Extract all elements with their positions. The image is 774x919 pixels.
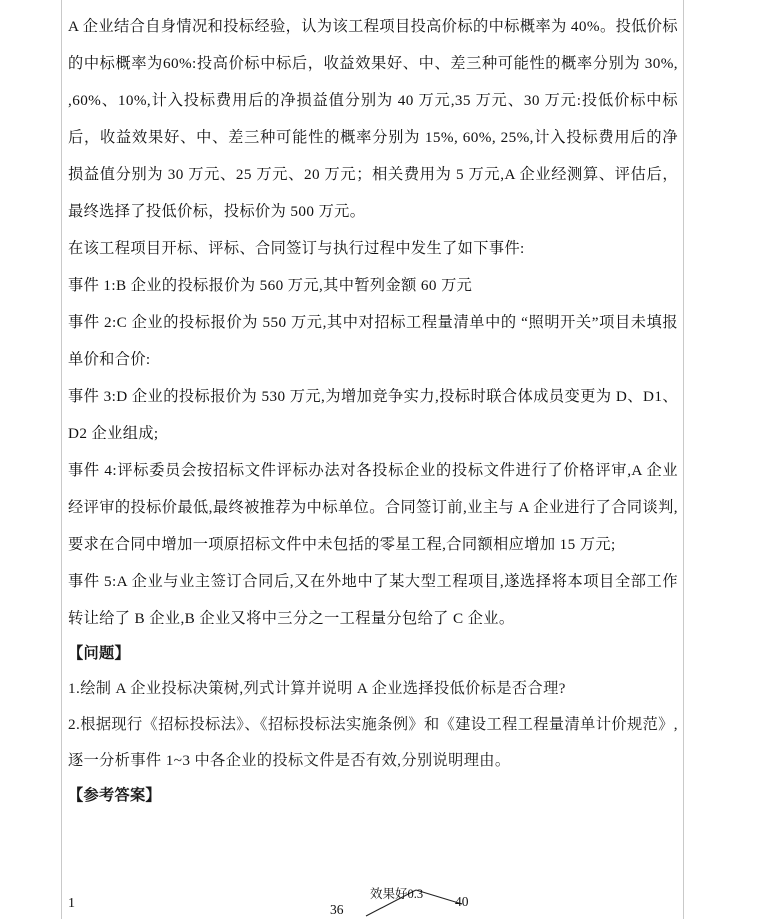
question-item-1: 1.绘制 A 企业投标决策树,列式计算并说明 A 企业选择投低价标是否合理?: [68, 680, 566, 697]
page-number: 1: [68, 896, 75, 911]
paragraph-event-3: 事件 3:D 企业的投标报价为 530 万元,为增加竞争实力,投标时联合体成员变更为 D、D1、D2 企业组成;: [68, 388, 678, 442]
document-body: [68, 8, 683, 813]
paragraph-events-intro: 在该工程项目开标、评标、合同签订与执行过程中发生了如下事件:: [68, 240, 525, 257]
paragraph-event-1: 事件 1:B 企业的投标报价为 560 万元,其中暂列金额 60 万元: [68, 277, 473, 294]
tree-node-value: 36: [330, 902, 344, 917]
paragraph-event-4: 事件 4:评标委员会按招标文件评标办法对各投标企业的投标文件进行了价格评审,A 企业经评审的投标价最低,最终被推荐为中标单位。合同签订前,业主与 A 企业进行了合同谈判,要求在合同中增加一项原招标文件中未包括的零星工程,合同额相应增加 15 万元;: [68, 462, 678, 553]
question-item-2: 2.根据现行《招标投标法》、《招标投标法实施条例》和《建设工程工程量清单计价规范》,逐一分析事件 1~3 中各企业的投标文件是否有效,分别说明理由。: [68, 716, 678, 769]
paragraph-case-background: A 企业结合自身情况和投标经验，认为该工程项目投高价标的中标概率为 40%。投低价标的中标概率为60%:投高价标中标后，收益效果好、中、差三种可能性的概率分别为 30%, ,60%、10%,计入投标费用后的净损益值分别为 40 万元,35 万元、30 万元:投低价标中标后，收益效果好、中、差三种可能性的概率分别为 15%, 60%, 25%,计入投标费用后的净损益值分别为 30 万元、25 万元、20 万元；相关费用为 5 万元,A 企业经测算、评估后，最终选择了投低价标，投标价为 500 万元。: [68, 18, 683, 220]
page-border-left: [61, 0, 62, 919]
paragraph-event-5: 事件 5:A 企业与业主签订合同后,又在外地中了某大型工程项目,遂选择将本项目全部工作转让给了 B 企业,B 企业又将中三分之一工程量分包给了 C 企业。: [68, 573, 678, 627]
tree-branch-label-good: 效果好0.3: [370, 887, 424, 901]
paragraph-event-2: 事件 2:C 企业的投标报价为 550 万元,其中对招标工程量清单中的 “照明开关”项目未填报单价和合价:: [68, 314, 678, 368]
page-border-right: [683, 0, 684, 919]
decision-tree-fragment: [330, 884, 670, 919]
section-heading-questions: 【问题】: [68, 645, 130, 662]
tree-leaf-value: 40: [455, 894, 469, 909]
section-heading-answers: 【参考答案】: [68, 787, 161, 804]
